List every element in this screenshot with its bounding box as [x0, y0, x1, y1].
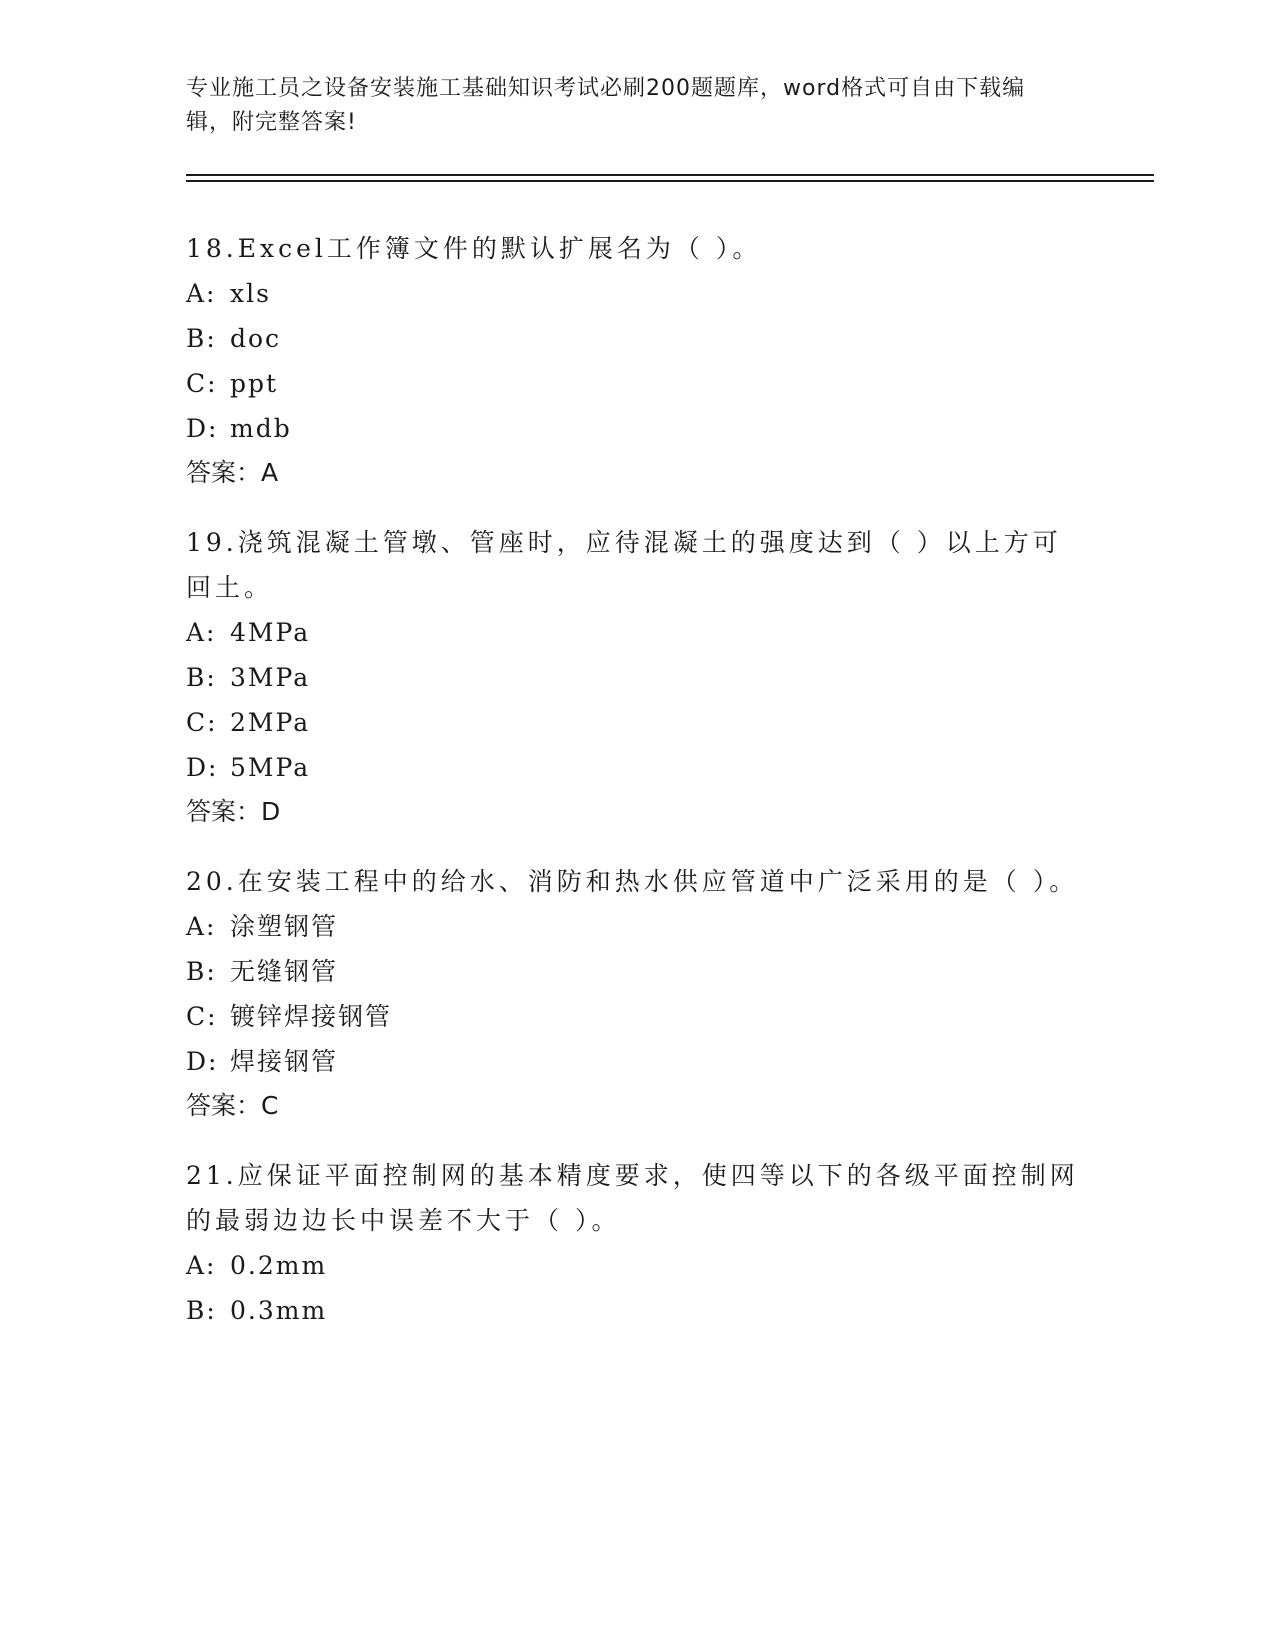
option-c [186, 700, 1086, 745]
option-text: 4MPa [230, 618, 311, 647]
question-19 [186, 520, 1086, 833]
question-list [186, 226, 1086, 1359]
option-d [186, 745, 1086, 790]
option-letter: C: [186, 369, 218, 398]
option-text: 无缝钢管 [230, 957, 339, 986]
option-text: 涂塑钢管 [230, 912, 339, 941]
option-letter: D: [186, 1047, 219, 1076]
option-a [186, 271, 1086, 316]
option-c [186, 361, 1086, 406]
question-stem: 21.应保证平面控制网的基本精度要求，使四等以下的各级平面控制网的最弱边边长中误差不大于（ ）。 [186, 1161, 1079, 1235]
option-text: ppt [230, 369, 279, 398]
option-b [186, 316, 1086, 361]
document-header: 专业施工员之设备安装施工基础知识考试必刷200题题库，word格式可自由下载编辑，附完整答案! [186, 76, 1026, 135]
option-letter: A: [186, 618, 217, 647]
option-b [186, 1288, 1086, 1333]
option-letter: B: [186, 663, 217, 692]
option-text: 焊接钢管 [230, 1047, 339, 1076]
option-b [186, 949, 1086, 994]
question-stem: 18.Excel工作簿文件的默认扩展名为（ ）。 [186, 234, 762, 263]
question-21 [186, 1153, 1086, 1333]
option-text: 5MPa [230, 753, 311, 782]
option-b [186, 655, 1086, 700]
option-letter: C: [186, 708, 218, 737]
answer-line: 答案：A [186, 458, 279, 487]
question-20 [186, 859, 1086, 1127]
option-text: 0.2mm [230, 1251, 328, 1280]
option-text: 2MPa [230, 708, 311, 737]
option-letter: B: [186, 324, 217, 353]
option-text: mdb [230, 414, 292, 443]
option-text: 0.3mm [230, 1296, 328, 1325]
option-text: doc [230, 324, 282, 353]
option-letter: A: [186, 912, 217, 941]
question-stem: 19.浇筑混凝土管墩、管座时，应待混凝土的强度达到（ ）以上方可回土。 [186, 528, 1062, 602]
option-text: 3MPa [230, 663, 311, 692]
option-letter: D: [186, 414, 219, 443]
option-d [186, 1039, 1086, 1084]
question-18 [186, 226, 1086, 494]
option-a [186, 610, 1086, 655]
answer-line: 答案：D [186, 797, 281, 826]
header-rule-bottom [186, 180, 1154, 182]
header-rule-top [186, 174, 1154, 176]
option-text: 镀锌焊接钢管 [230, 1002, 393, 1031]
option-letter: C: [186, 1002, 218, 1031]
option-letter: A: [186, 1251, 217, 1280]
answer-line: 答案：C [186, 1091, 279, 1120]
option-letter: A: [186, 279, 217, 308]
option-text: xls [230, 279, 271, 308]
option-letter: B: [186, 957, 217, 986]
question-stem: 20.在安装工程中的给水、消防和热水供应管道中广泛采用的是（ ）。 [186, 867, 1079, 896]
option-letter: B: [186, 1296, 217, 1325]
option-a [186, 904, 1086, 949]
option-letter: D: [186, 753, 219, 782]
option-c [186, 994, 1086, 1039]
option-d [186, 406, 1086, 451]
option-a [186, 1243, 1086, 1288]
